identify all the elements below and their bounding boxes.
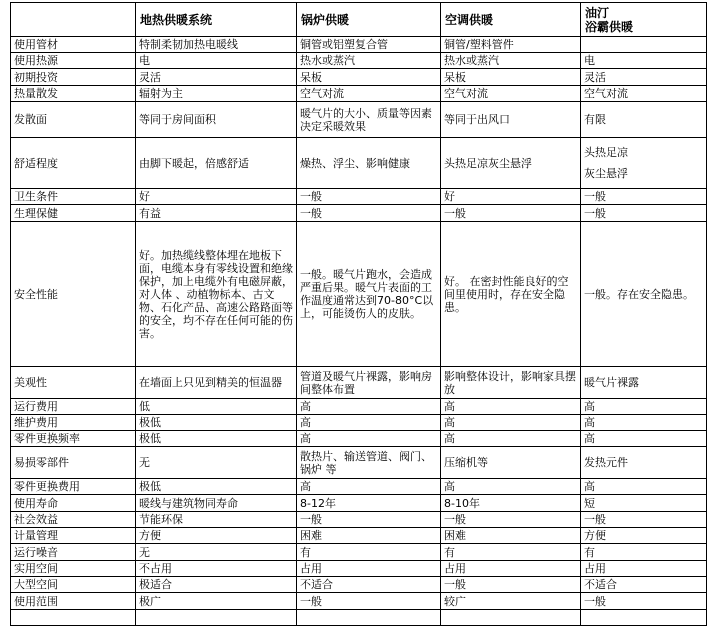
cell-boiler-heating: 散热片、输送管道、阀门、锅炉 等 xyxy=(297,447,441,479)
table-row xyxy=(11,593,707,610)
table-row xyxy=(11,577,707,593)
cell-oil-bath-heater: 高 xyxy=(581,431,707,447)
cell-ac-heating: 高 xyxy=(441,399,581,415)
cell-floor-heating: 极低 xyxy=(136,415,297,431)
cell-ac-heating: 空气对流 xyxy=(441,86,581,102)
cell-oil-bath-heater: 一般 xyxy=(581,205,707,222)
header-bath-heater: 浴霸供暖 xyxy=(585,19,634,34)
cell-boiler-heating: 高 xyxy=(297,415,441,431)
header-boiler-heating: 锅炉供暖 xyxy=(297,3,441,37)
cell-ac-heating: 一般 xyxy=(441,512,581,528)
cell-oil-bath-heater: 一般 xyxy=(581,593,707,610)
cell-floor-heating: 由脚下暖起，倍感舒适 xyxy=(136,138,297,189)
cell-ac-heating: 高 xyxy=(441,415,581,431)
row-label: 维护费用 xyxy=(11,415,136,431)
comfort-oil-heater-text: 头热足凉 xyxy=(584,146,628,159)
cell-ac-heating: 头热足凉灰尘悬浮 xyxy=(441,138,581,189)
row-label: 计量管理 xyxy=(11,528,136,544)
cell-oil-bath-heater: 不适合 xyxy=(581,577,707,593)
table-row xyxy=(11,431,707,447)
table-row xyxy=(11,222,707,367)
cell-oil-bath-heater: 高 xyxy=(581,415,707,431)
cell-ac-heating: 压缩机等 xyxy=(441,447,581,479)
table-row xyxy=(11,399,707,415)
cell-oil-bath-heater xyxy=(581,37,707,53)
row-label: 零件更换频率 xyxy=(11,431,136,447)
header-oil-heater: 油汀 xyxy=(585,5,610,20)
cell-ac-heating: 高 xyxy=(441,479,581,495)
cell-oil-bath-heater: 电 xyxy=(581,53,707,69)
cell-oil-bath-heater: 一般。存在安全隐患。 xyxy=(581,222,707,367)
table-row xyxy=(11,102,707,138)
cell-ac-heating: 铜管/塑料管件 xyxy=(441,37,581,53)
cell-oil-bath-heater: 方便 xyxy=(581,528,707,544)
table-row xyxy=(11,447,707,479)
cell-oil-bath-heater: 空气对流 xyxy=(581,86,707,102)
row-label: 使用热源 xyxy=(11,53,136,69)
cell-oil-bath-heater: 高 xyxy=(581,399,707,415)
cell-boiler-heating: 高 xyxy=(297,479,441,495)
cell-floor-heating: 辐射为主 xyxy=(136,86,297,102)
cell-ac-heating: 等同于出风口 xyxy=(441,102,581,138)
cell-ac-heating: 一般 xyxy=(441,205,581,222)
table-row-empty xyxy=(11,610,707,626)
cell-boiler-heating: 暖气片的大小、质量等因素决定采暖效果 xyxy=(297,102,441,138)
table-row xyxy=(11,86,707,102)
cell-boiler-heating: 有 xyxy=(297,544,441,561)
row-label: 发散面 xyxy=(11,102,136,138)
cell-boiler-heating: 一般。暖气片跑水，会造成严重后果。暖气片表面的工作温度通常达到70-80°C以上，可能烫伤人的皮肤。 xyxy=(297,222,441,367)
table-row xyxy=(11,479,707,495)
row-label: 舒适程度 xyxy=(11,138,136,189)
table-row xyxy=(11,53,707,69)
row-label: 卫生条件 xyxy=(11,189,136,205)
cell-floor-heating: 极广 xyxy=(136,593,297,610)
cell-oil-bath-heater: 有限 xyxy=(581,102,707,138)
cell-floor-heating: 好 xyxy=(136,189,297,205)
row-label: 生理保健 xyxy=(11,205,136,222)
cell-boiler-heating: 一般 xyxy=(297,593,441,610)
empty-cell xyxy=(136,610,297,626)
row-label: 使用管材 xyxy=(11,37,136,53)
cell-floor-heating: 有益 xyxy=(136,205,297,222)
cell-floor-heating: 暖线与建筑物同寿命 xyxy=(136,495,297,512)
table-row xyxy=(11,528,707,544)
cell-boiler-heating: 一般 xyxy=(297,512,441,528)
cell-floor-heating: 等同于房间面积 xyxy=(136,102,297,138)
cell-boiler-heating: 铜管或铝塑复合管 xyxy=(297,37,441,53)
cell-floor-heating: 好。加热缆线整体埋在地板下面，电缆本身有零线设置和绝缘保护，加上电缆外有电磁屏蔽，对人体 、动植物标本、古文物、石化产品、高速公路路面等的安全，均不存在任何可能的伤害。 xyxy=(136,222,297,367)
empty-cell xyxy=(441,610,581,626)
header-floor-heating: 地热供暖系统 xyxy=(136,3,297,37)
cell-floor-heating: 节能环保 xyxy=(136,512,297,528)
header-corner xyxy=(11,3,136,37)
table-row xyxy=(11,544,707,561)
table-row xyxy=(11,512,707,528)
heating-comparison-table xyxy=(10,2,707,626)
cell-ac-heating: 一般 xyxy=(441,577,581,593)
cell-ac-heating: 高 xyxy=(441,431,581,447)
table-row xyxy=(11,37,707,53)
cell-boiler-heating: 高 xyxy=(297,399,441,415)
table-row xyxy=(11,189,707,205)
table-row xyxy=(11,138,707,189)
cell-oil-bath-heater xyxy=(581,138,707,189)
header-oil-heater-bath-heater xyxy=(581,3,707,37)
cell-floor-heating: 方便 xyxy=(136,528,297,544)
row-label: 安全性能 xyxy=(11,222,136,367)
cell-ac-heating: 8-10年 xyxy=(441,495,581,512)
cell-oil-bath-heater: 短 xyxy=(581,495,707,512)
spacer xyxy=(584,159,703,167)
cell-boiler-heating: 困难 xyxy=(297,528,441,544)
empty-cell xyxy=(11,610,136,626)
cell-boiler-heating: 管道及暖气片裸露，影响房间整体布置 xyxy=(297,367,441,399)
cell-ac-heating: 呆板 xyxy=(441,69,581,86)
row-label: 热量散发 xyxy=(11,86,136,102)
row-label: 运行噪音 xyxy=(11,544,136,561)
cell-oil-bath-heater: 有 xyxy=(581,544,707,561)
cell-floor-heating: 极低 xyxy=(136,431,297,447)
row-label: 社会效益 xyxy=(11,512,136,528)
cell-ac-heating: 好 xyxy=(441,189,581,205)
cell-floor-heating: 无 xyxy=(136,447,297,479)
cell-oil-bath-heater: 占用 xyxy=(581,561,707,577)
cell-ac-heating: 热水或蒸汽 xyxy=(441,53,581,69)
cell-boiler-heating: 高 xyxy=(297,431,441,447)
cell-ac-heating: 影响整体设计，影响家具摆放 xyxy=(441,367,581,399)
table-row xyxy=(11,415,707,431)
row-label: 零件更换费用 xyxy=(11,479,136,495)
cell-ac-heating: 有 xyxy=(441,544,581,561)
row-label: 使用寿命 xyxy=(11,495,136,512)
cell-boiler-heating: 热水或蒸汽 xyxy=(297,53,441,69)
cell-floor-heating: 电 xyxy=(136,53,297,69)
cell-boiler-heating: 一般 xyxy=(297,205,441,222)
cell-ac-heating: 困难 xyxy=(441,528,581,544)
cell-floor-heating: 低 xyxy=(136,399,297,415)
cell-boiler-heating: 占用 xyxy=(297,561,441,577)
empty-cell xyxy=(581,610,707,626)
cell-boiler-heating: 不适合 xyxy=(297,577,441,593)
cell-oil-bath-heater: 一般 xyxy=(581,189,707,205)
row-label: 初期投资 xyxy=(11,69,136,86)
cell-boiler-heating: 燥热、浮尘、影响健康 xyxy=(297,138,441,189)
cell-floor-heating: 极低 xyxy=(136,479,297,495)
cell-floor-heating: 不占用 xyxy=(136,561,297,577)
row-label: 实用空间 xyxy=(11,561,136,577)
cell-boiler-heating: 一般 xyxy=(297,189,441,205)
cell-floor-heating: 极适合 xyxy=(136,577,297,593)
row-label: 大型空间 xyxy=(11,577,136,593)
cell-oil-bath-heater: 暖气片裸露 xyxy=(581,367,707,399)
cell-floor-heating: 无 xyxy=(136,544,297,561)
cell-ac-heating: 较广 xyxy=(441,593,581,610)
table-row xyxy=(11,205,707,222)
table-row xyxy=(11,495,707,512)
header-row xyxy=(11,3,707,37)
row-label: 易损零部件 xyxy=(11,447,136,479)
cell-boiler-heating: 呆板 xyxy=(297,69,441,86)
cell-boiler-heating: 8-12年 xyxy=(297,495,441,512)
cell-floor-heating: 灵活 xyxy=(136,69,297,86)
table-row xyxy=(11,561,707,577)
row-label: 使用范围 xyxy=(11,593,136,610)
cell-oil-bath-heater: 一般 xyxy=(581,512,707,528)
cell-oil-bath-heater: 高 xyxy=(581,479,707,495)
comfort-bath-heater-text: 灰尘悬浮 xyxy=(584,167,628,180)
table-row xyxy=(11,69,707,86)
cell-ac-heating: 好。 在密封性能良好的空间里使用时，存在安全隐患。 xyxy=(441,222,581,367)
header-ac-heating: 空调供暖 xyxy=(441,3,581,37)
row-label: 运行费用 xyxy=(11,399,136,415)
cell-oil-bath-heater: 灵活 xyxy=(581,69,707,86)
cell-ac-heating: 占用 xyxy=(441,561,581,577)
row-label: 美观性 xyxy=(11,367,136,399)
cell-floor-heating: 在墙面上只见到精美的恒温器 xyxy=(136,367,297,399)
empty-cell xyxy=(297,610,441,626)
table-row xyxy=(11,367,707,399)
cell-boiler-heating: 空气对流 xyxy=(297,86,441,102)
cell-oil-bath-heater: 发热元件 xyxy=(581,447,707,479)
cell-floor-heating: 特制柔韧加热电暖线 xyxy=(136,37,297,53)
